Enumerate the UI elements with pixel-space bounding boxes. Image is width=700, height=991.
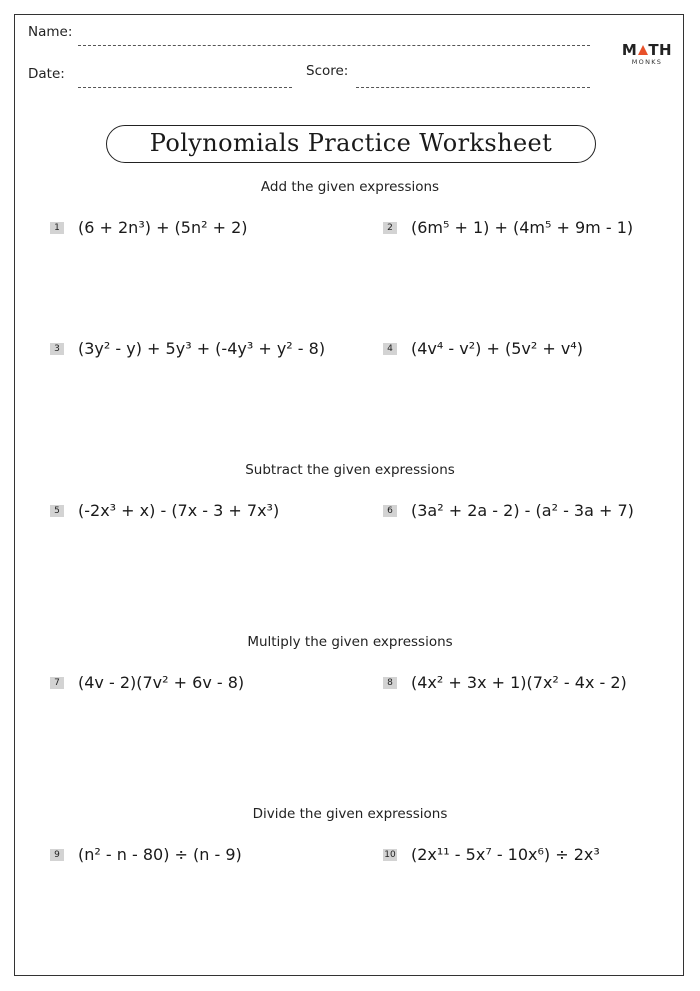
problem-number: 7 bbox=[50, 677, 64, 689]
section-subtract-heading: Subtract the given expressions bbox=[245, 462, 455, 478]
name-field-line[interactable] bbox=[78, 45, 590, 46]
problem-4 bbox=[383, 339, 583, 358]
logo-letters-right: TH bbox=[648, 41, 673, 59]
score-label: Score: bbox=[306, 63, 349, 79]
problem-expression: (6m⁵ + 1) + (4m⁵ + 9m - 1) bbox=[411, 218, 634, 237]
name-label: Name: bbox=[28, 24, 73, 40]
problem-2 bbox=[383, 218, 633, 237]
problem-10 bbox=[383, 845, 600, 864]
section-add-heading: Add the given expressions bbox=[260, 179, 440, 195]
problem-expression: (2x¹¹ - 5x⁷ - 10x⁶) ÷ 2x³ bbox=[411, 845, 600, 864]
problem-6 bbox=[383, 501, 634, 520]
problem-expression: (3y² - y) + 5y³ + (-4y³ + y² - 8) bbox=[78, 339, 326, 358]
problem-number: 9 bbox=[50, 849, 64, 861]
problem-number: 4 bbox=[383, 343, 397, 355]
math-monks-logo bbox=[616, 42, 678, 66]
date-field-line[interactable] bbox=[78, 87, 292, 88]
problem-expression: (6 + 2n³) + (5n² + 2) bbox=[78, 218, 248, 237]
section-divide-heading: Divide the given expressions bbox=[252, 806, 448, 822]
logo-triangle-icon bbox=[638, 45, 648, 55]
problem-1 bbox=[50, 218, 248, 237]
problem-5 bbox=[50, 501, 279, 520]
logo-letters-left: M bbox=[621, 41, 638, 59]
problem-number: 1 bbox=[50, 222, 64, 234]
problem-expression: (-2x³ + x) - (7x - 3 + 7x³) bbox=[78, 501, 280, 520]
problem-8 bbox=[383, 673, 627, 692]
section-multiply-heading: Multiply the given expressions bbox=[247, 634, 453, 650]
problem-expression: (4x² + 3x + 1)(7x² - 4x - 2) bbox=[411, 673, 627, 692]
problem-number: 8 bbox=[383, 677, 397, 689]
date-label: Date: bbox=[28, 66, 65, 82]
problem-number: 10 bbox=[384, 849, 396, 860]
problem-expression: (n² - n - 80) ÷ (n - 9) bbox=[78, 845, 242, 864]
problem-expression: (4v⁴ - v²) + (5v² + v⁴) bbox=[411, 339, 583, 358]
problem-7 bbox=[50, 673, 244, 692]
problem-expression: (4v - 2)(7v² + 6v - 8) bbox=[78, 673, 245, 692]
problem-number: 2 bbox=[383, 222, 397, 234]
problem-9 bbox=[50, 845, 242, 864]
logo-wordmark bbox=[616, 42, 678, 58]
logo-subtext: MONKS bbox=[631, 58, 663, 66]
score-field-line[interactable] bbox=[356, 87, 590, 88]
worksheet-title: Polynomials Practice Worksheet bbox=[106, 125, 596, 163]
problem-3 bbox=[50, 339, 325, 358]
problem-number: 3 bbox=[50, 343, 64, 355]
problem-expression: (3a² + 2a - 2) - (a² - 3a + 7) bbox=[411, 501, 634, 520]
problem-number: 6 bbox=[383, 505, 397, 517]
problem-number: 5 bbox=[50, 505, 64, 517]
